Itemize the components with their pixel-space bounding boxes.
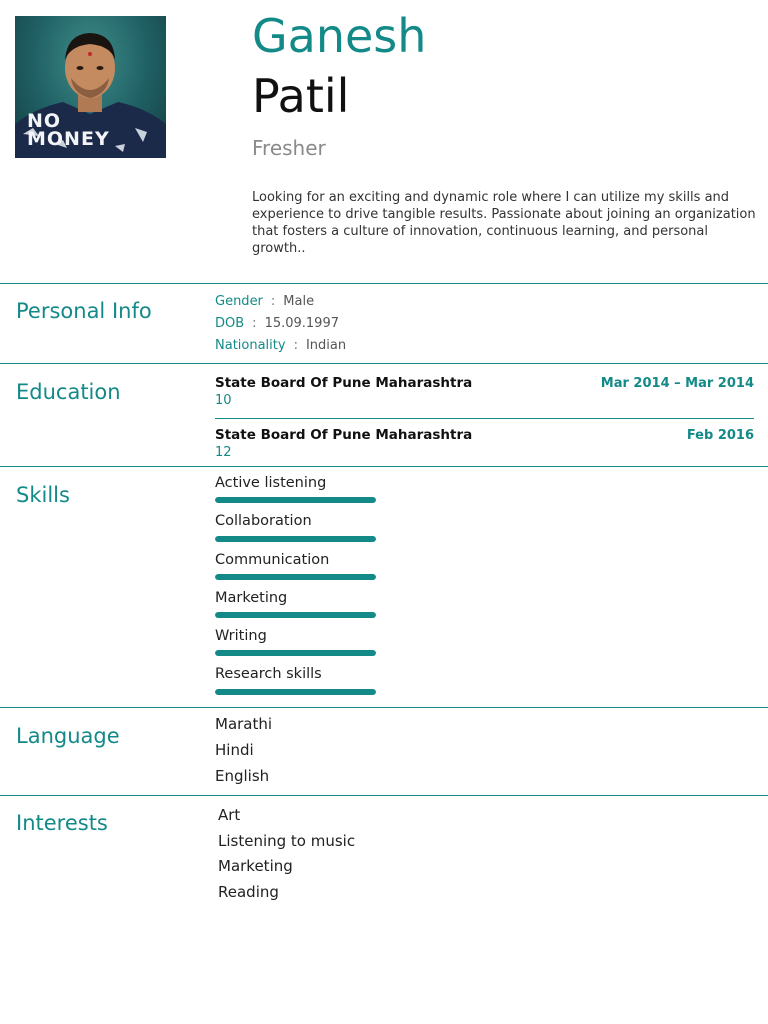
skill-level-fill [215,612,376,618]
education-date: Feb 2016 [686,428,754,443]
skill-level-bar [215,612,376,618]
interest-item: Reading [218,883,279,901]
skill-level-fill [215,689,376,695]
skills-title: Skills [16,483,70,507]
language-item: Marathi [215,715,273,733]
skill-name: Research skills [215,666,322,682]
interest-item: Art [218,806,241,824]
education-date: Mar 2014 – Mar 2014 [600,376,754,391]
info-label: Nationality [215,338,286,353]
language-title: Language [16,724,120,748]
info-row-gender [215,294,314,309]
info-separator: : [293,338,298,353]
skill-name: Marketing [215,590,288,606]
info-value: 15.09.1997 [264,316,339,331]
education-grade: 12 [215,445,232,460]
summary-text: Looking for an exciting and dynamic role where I can utilize my skills and experience to drive tangible results. Passionate about joining an organization that fosters a culture of innovation, continuous learning, and personal growth.. [252,190,756,256]
info-separator: : [252,316,257,331]
skill-name: Collaboration [215,513,312,529]
divider [0,466,768,467]
education-school: State Board Of Pune Maharashtra [215,427,473,443]
info-value: Indian [305,338,347,353]
skill-level-fill [215,650,376,656]
divider [0,707,768,708]
education-grade: 10 [215,393,232,408]
info-row-dob [215,316,339,331]
skill-name: Writing [215,628,267,644]
skill-level-bar [215,497,376,503]
skill-level-bar [215,574,376,580]
skill-level-bar [215,536,376,542]
first-name: Ganesh [252,9,427,63]
job-title: Fresher [252,136,326,160]
education-divider [215,418,754,419]
last-name: Patil [252,69,350,123]
interest-item: Marketing [218,857,293,875]
divider [0,795,768,796]
skill-name: Communication [215,552,330,568]
interests-title: Interests [16,811,108,835]
language-item: Hindi [215,741,254,759]
info-row-nationality [215,338,346,353]
info-label: DOB [215,316,245,331]
skill-name: Active listening [215,475,327,491]
divider [0,283,768,284]
profile-photo [15,16,166,158]
education-title: Education [16,380,121,404]
skill-level-fill [215,497,376,503]
info-label: Gender [215,294,263,309]
info-value: Male [283,294,315,309]
divider [0,363,768,364]
skill-level-bar [215,650,376,656]
interest-item: Listening to music [218,832,356,850]
info-separator: : [270,294,276,309]
photo-shirt-text: NO MONEY [27,110,110,150]
language-item: English [215,767,270,785]
education-school: State Board Of Pune Maharashtra [215,375,473,391]
skill-level-fill [215,536,376,542]
skill-level-fill [215,574,376,580]
skill-level-bar [215,689,376,695]
personal-info-title: Personal Info [16,299,152,323]
